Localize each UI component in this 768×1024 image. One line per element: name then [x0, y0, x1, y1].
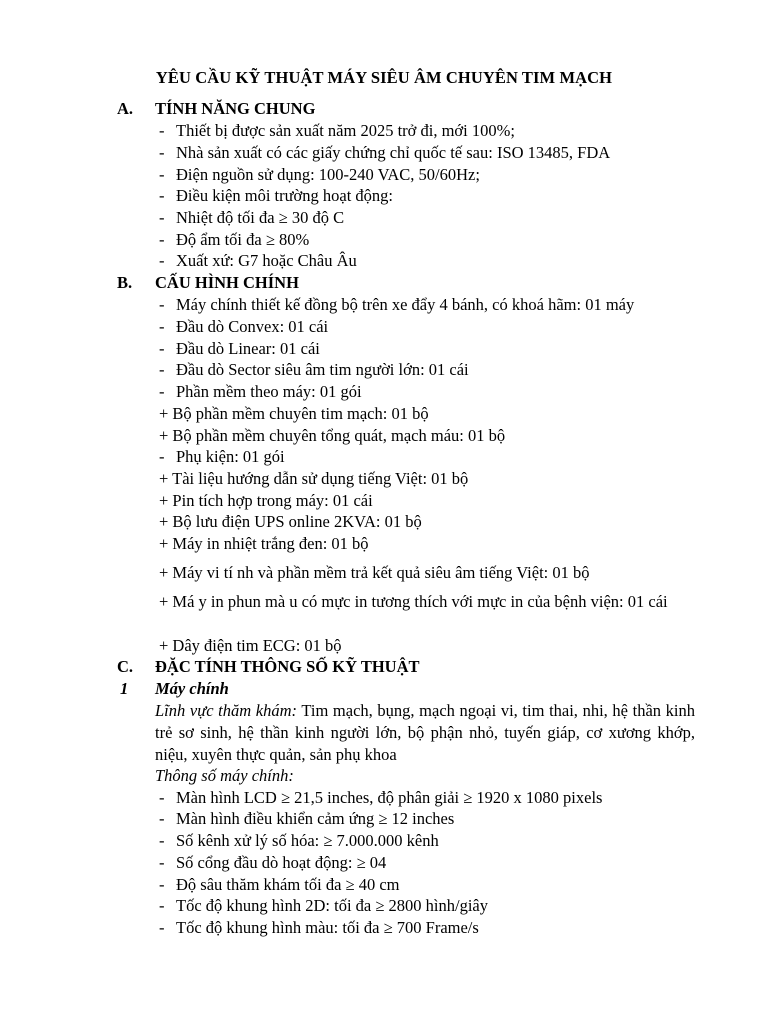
document-title: YÊU CẦU KỸ THUẬT MÁY SIÊU ÂM CHUYÊN TIM MẠCH [155, 68, 613, 87]
dash-marker: - [159, 382, 165, 401]
dash-marker: - [159, 230, 165, 249]
section-b-heading: CẤU HÌNH CHÍNH [155, 273, 299, 292]
dash-marker: - [159, 251, 165, 270]
list-item: Đầu dò Linear: 01 cái [176, 339, 320, 358]
list-item: Đầu dò Sector siêu âm tim người lớn: 01 cái [176, 360, 469, 379]
plus-item: + Bộ phần mềm chuyên tim mạch: 01 bộ [159, 404, 429, 423]
dash-marker: - [159, 853, 165, 872]
plus-item: + Máy vi tí nh và phần mềm trả kết quả siêu âm tiếng Việt: 01 bộ [159, 563, 590, 582]
dash-marker: - [159, 809, 165, 828]
dash-marker: - [159, 165, 165, 184]
list-item: Nhà sản xuất có các giấy chứng chỉ quốc tế sau: ISO 13485, FDA [176, 143, 611, 162]
dash-marker: - [159, 896, 165, 915]
dash-marker: - [159, 447, 165, 466]
subsection-number: 1 [120, 679, 129, 698]
spec-label: Thông số máy chính: [155, 766, 294, 785]
plus-item: + Pin tích hợp trong máy: 01 cái [159, 491, 373, 510]
dash-marker: - [159, 317, 165, 336]
list-item: Điều kiện môi trường hoạt động: [176, 186, 394, 205]
dash-marker: - [159, 831, 165, 850]
list-item: Điện nguồn sử dụng: 100-240 VAC, 50/60Hz; [176, 165, 480, 184]
dash-marker: - [159, 143, 165, 162]
section-a-heading: TÍNH NĂNG CHUNG [155, 99, 316, 118]
dash-marker: - [159, 788, 165, 807]
dash-marker: - [159, 339, 165, 358]
field-text: Tim mạch, bụng, mạch ngoại vi, tim thai, nhi, hệ thần kinh trẻ sơ sinh, hệ thần kinh người lớn, bộ phận nhỏ, tuyến giáp, cơ xương khớp, niệu, xuyên thực quản, sản phụ khoa [155, 701, 695, 764]
list-item: Nhiệt độ tối đa ≥ 30 độ C [176, 208, 345, 227]
dash-marker: - [159, 875, 165, 894]
spec-item: Số kênh xử lý số hóa: ≥ 7.000.000 kênh [176, 831, 439, 850]
section-c-letter: C. [117, 657, 134, 676]
dash-marker: - [159, 295, 165, 314]
dash-marker: - [159, 208, 165, 227]
spec-item: Độ sâu thăm khám tối đa ≥ 40 cm [176, 875, 400, 894]
list-item: Xuất xứ: G7 hoặc Châu Âu [176, 251, 357, 270]
dash-marker: - [159, 918, 165, 937]
section-b-letter: B. [117, 273, 133, 292]
field-paragraph [155, 700, 695, 766]
dash-marker: - [159, 360, 165, 379]
dash-marker: - [159, 186, 165, 205]
list-item: Độ ẩm tối đa ≥ 80% [176, 230, 310, 249]
plus-item: + Dây điện tim ECG: 01 bộ [159, 636, 342, 655]
plus-item: + Tài liệu hướng dẫn sử dụng tiếng Việt: 01 bộ [159, 469, 469, 488]
list-item: Máy chính thiết kế đồng bộ trên xe đẩy 4 bánh, có khoá hãm: 01 máy [176, 295, 635, 314]
subsection-title: Máy chính [155, 679, 229, 698]
spec-item: Màn hình điều khiển cảm ứng ≥ 12 inches [176, 809, 455, 828]
spec-item: Tốc độ khung hình 2D: tối đa ≥ 2800 hình/giây [176, 896, 488, 915]
plus-item: + Má y in phun mà u có mực in tương thích với mực in của bệnh viện: 01 cái [159, 592, 668, 611]
list-item: Phần mềm theo máy: 01 gói [176, 382, 362, 401]
spec-item: Tốc độ khung hình màu: tối đa ≥ 700 Frame/s [176, 918, 479, 937]
section-c-heading: ĐẶC TÍNH THÔNG SỐ KỸ THUẬT [155, 657, 420, 676]
spec-item: Màn hình LCD ≥ 21,5 inches, độ phân giải ≥ 1920 x 1080 pixels [176, 788, 603, 807]
field-label: Lĩnh vực thăm khám: [155, 701, 298, 720]
plus-item: + Bộ lưu điện UPS online 2KVA: 01 bộ [159, 512, 422, 531]
plus-item: + Máy in nhiệt trắng đen: 01 bộ [159, 534, 369, 553]
plus-item: + Bộ phần mềm chuyên tổng quát, mạch máu: 01 bộ [159, 426, 506, 445]
dash-marker: - [159, 121, 165, 140]
spec-item: Số cổng đầu dò hoạt động: ≥ 04 [176, 853, 387, 872]
section-a-letter: A. [117, 99, 134, 118]
list-item: Thiết bị được sản xuất năm 2025 trở đi, mới 100%; [176, 121, 515, 140]
list-item: Phụ kiện: 01 gói [176, 447, 285, 466]
list-item: Đầu dò Convex: 01 cái [176, 317, 329, 336]
